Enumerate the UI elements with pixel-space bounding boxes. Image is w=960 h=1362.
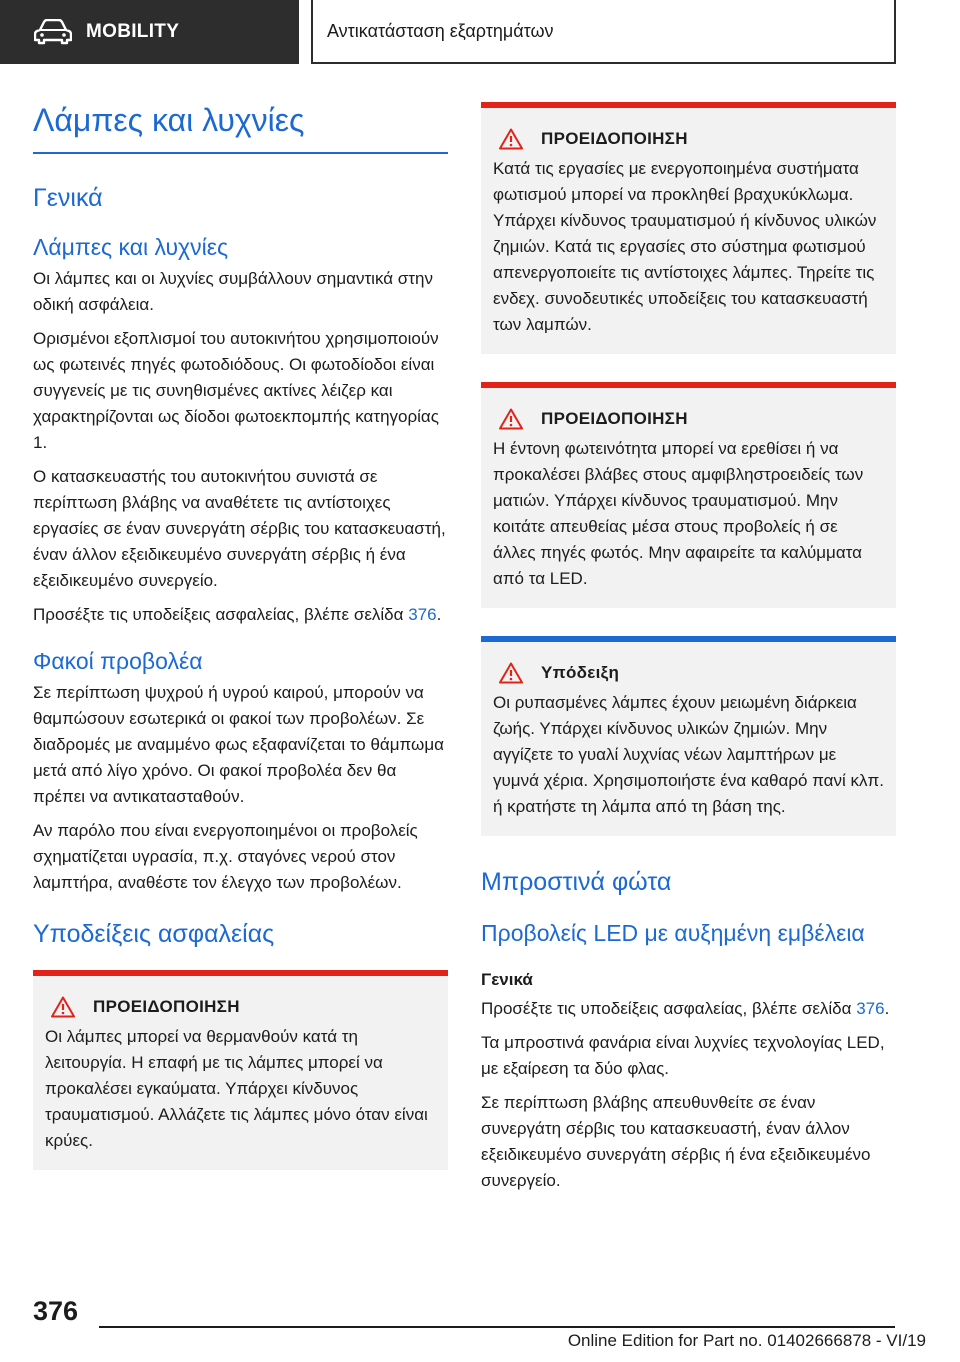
right-column	[481, 102, 896, 1202]
warning-title-2: ΠΡΟΕΙΔΟΠΟΙΗΣΗ	[541, 409, 688, 428]
front-lights-heading: Μπροστινά φώτα	[481, 868, 672, 896]
lamps-p4-suffix: .	[436, 605, 442, 624]
general-p1-suffix: .	[884, 999, 890, 1018]
note-text: Οι ρυπασμένες λάμπες έχουν μειωμένη διάρκεια ζωής. Υπάρχει κίνδυνος υλικών ζημιών. Μην αγγίζετε το γυαλί λυχνίας νέων λαμπτήρων με γυμνά χέρια. Χρησιμοποιήστε ένα καθαρό πανί κλπ. ή κρατήστε τη λάμπα από τη βάση της.	[493, 693, 884, 816]
warning-triangle-icon	[499, 662, 523, 684]
lamps-p4-prefix: Προσέξτε τις υποδείξεις ασφαλείας, βλέπε σελίδα	[33, 605, 409, 624]
warning-header-2	[493, 408, 884, 430]
general-subheading: Γενικά	[481, 970, 533, 989]
footer-divider	[99, 1326, 895, 1328]
warning-text-1: Κατά τις εργασίες με ενεργοποιημένα συστήματα φωτισμού μπορεί να προκληθεί βραχυκύκλωμα. Υπάρχει κίνδυνος τραυματισμού ή κίνδυνος υλικών ζημιών. Κατά τις εργασίες στο σύστημα φωτισμού απενεργοποιείτε τις αντίστοιχες λάμπες. Τηρείτε τις ενδεχ. συνοδευτικές υποδείξεις του κατασκευαστή των λαμπών.	[493, 159, 877, 334]
lamps-paragraph-1: Οι λάμπες και οι λυχνίες συμβάλλουν σημαντικά στην οδική ασφάλεια.	[33, 269, 433, 314]
lamps-heading: Λάμπες και λυχνίες	[33, 234, 229, 260]
headlights-paragraph-2: Αν παρόλο που είναι ενεργοποιημένοι οι προβολείς σχηματίζεται υγρασία, π.χ. σταγόνες νερού στον λαμπτήρα, αναθέστε τον έλεγχο των προβολέων.	[33, 821, 418, 892]
lamps-paragraph-3: Ο κατασκευαστής του αυτοκινήτου συνιστά σε περίπτωση βλάβης να αναθέτετε τις αντίστοιχες εργασίες σε έναν συνεργάτη σέρβις του κατασκευαστή, έναν άλλον εξειδικευμένο συνεργάτη σέρβις ή ένα εξειδικευμένο συνεργείο.	[33, 467, 446, 590]
warning-box-2	[481, 382, 896, 608]
general-p1-prefix: Προσέξτε τις υποδείξεις ασφαλείας, βλέπε σελίδα	[481, 999, 857, 1018]
general-paragraph-2: Τα μπροστινά φανάρια είναι λυχνίες τεχνολογίας LED, με εξαίρεση τα δύο φλας.	[481, 1033, 885, 1078]
section-label: MOBILITY	[86, 21, 180, 42]
page-reference-link[interactable]: 376	[408, 605, 437, 624]
section-tab	[0, 0, 299, 64]
headlights-paragraph-1: Σε περίπτωση ψυχρού ή υγρού καιρού, μπορούν να θαμπώσουν εσωτερικά οι φακοί των προβολέων. Σε διαδρομές με αναμμένο φως εξαφανίζεται το θάμπωμα μετά από λίγο χρόνο. Οι φακοί προβολέα δεν θα πρέπει να αντικατασταθούν.	[33, 683, 444, 806]
page-number: 376	[33, 1296, 79, 1326]
warning-title: ΠΡΟΕΙΔΟΠΟΙΗΣΗ	[93, 997, 240, 1016]
warning-box-1	[481, 102, 896, 354]
note-header	[493, 662, 884, 684]
page-title: Λάμπες και λυχνίες	[33, 100, 448, 154]
lamps-paragraph-2: Ορισμένοι εξοπλισμοί του αυτοκινήτου χρησιμοποιούν ως φωτεινές πηγές φωτοδιόδους. Οι φωτοδίοδοι είναι συγγενείς με τις συνηθισμένες ακτίνες λέιζερ και χαρακτηρίζονται ως δίοδοι φωτοεκπομπής κατηγορίας 1.	[33, 329, 439, 452]
headlights-heading: Φακοί προβολέα	[33, 648, 203, 674]
note-title: Υπόδειξη	[541, 663, 620, 682]
left-column	[33, 100, 448, 1198]
general-paragraph-1	[481, 996, 896, 1022]
car-icon	[34, 19, 72, 45]
general-paragraph-3: Σε περίπτωση βλάβης απευθυνθείτε σε έναν συνεργάτη σέρβις του κατασκευαστή, έναν άλλον εξειδικευμένο συνεργάτη σέρβις ή ένα εξειδικευμένο συνεργείο.	[481, 1093, 871, 1190]
warning-title-1: ΠΡΟΕΙΔΟΠΟΙΗΣΗ	[541, 129, 688, 148]
page-reference-link[interactable]: 376	[856, 999, 885, 1018]
lamps-paragraph-4	[33, 602, 448, 628]
edition-text: Online Edition for Part no. 01402666878 - VI/19	[567, 1331, 926, 1350]
general-heading: Γενικά	[33, 184, 103, 212]
note-box	[481, 636, 896, 836]
warning-triangle-icon	[499, 408, 523, 430]
warning-text-2: Η έντονη φωτεινότητα μπορεί να ερεθίσει ή να προκαλέσει βλάβες στους αμφιβληστροειδείς των ματιών. Υπάρχει κίνδυνος τραυματισμού. Μην κοιτάτε απευθείας μέσα στους προβολείς ή σε άλλες πηγές φωτός. Μην αφαιρείτε τα καλύμματα από τα LED.	[493, 439, 864, 588]
warning-header	[45, 996, 436, 1018]
warning-triangle-icon	[51, 996, 75, 1018]
led-headlights-heading: Προβολείς LED με αυξημένη εμβέλεια	[481, 920, 865, 946]
warning-triangle-icon	[499, 128, 523, 150]
warning-box	[33, 970, 448, 1170]
warning-text: Οι λάμπες μπορεί να θερμανθούν κατά τη λειτουργία. Η επαφή με τις λάμπες μπορεί να προκαλέσει εγκαύματα. Υπάρχει κίνδυνος τραυματισμού. Αλλάζετε τις λάμπες μόνο όταν είναι κρύες.	[45, 1027, 428, 1150]
safety-heading: Υποδείξεις ασφαλείας	[33, 920, 275, 948]
warning-header-1	[493, 128, 884, 150]
page-header	[0, 0, 960, 66]
chapter-title: Αντικατάσταση εξαρτημάτων	[311, 0, 896, 64]
